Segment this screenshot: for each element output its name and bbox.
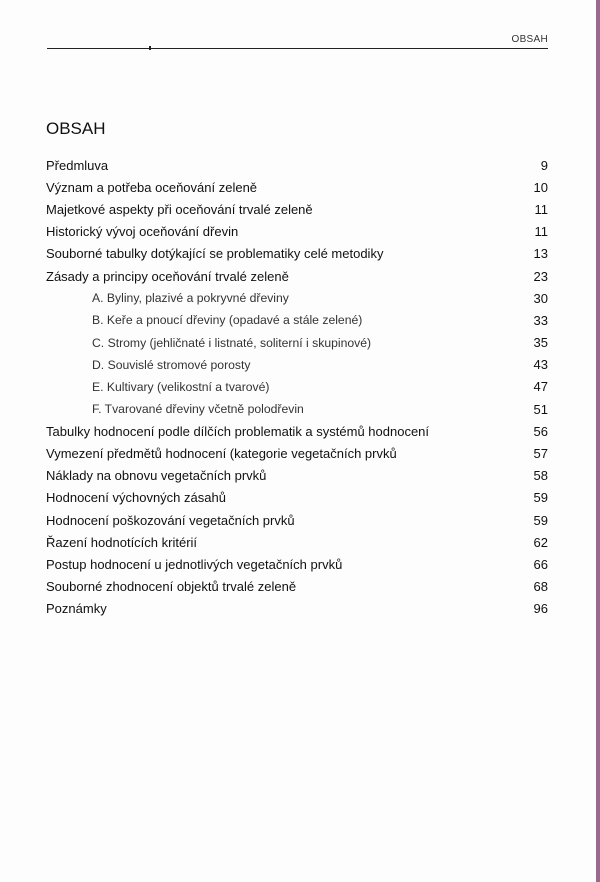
- toc-subentry[interactable]: [46, 287, 548, 309]
- header-rule: [47, 48, 548, 49]
- toc-entry[interactable]: [46, 598, 548, 620]
- toc-subentry-label: D. Souvislé stromové porosty: [92, 357, 251, 372]
- toc-entry[interactable]: [46, 509, 548, 531]
- toc-subentry-label: E. Kultivary (velikostní a tvarové): [92, 379, 270, 394]
- toc-subentry[interactable]: [46, 376, 548, 398]
- toc-entry-page: 96: [533, 601, 548, 617]
- toc-entry-label: Řazení hodnotících kritérií: [46, 534, 198, 550]
- toc-subentry-page: 47: [533, 379, 548, 395]
- toc-entry-page: 9: [540, 157, 548, 173]
- toc-entry[interactable]: [46, 198, 548, 220]
- toc-entry-label: Vymezení předmětů hodnocení (kategorie vegetačních prvků: [46, 446, 397, 462]
- toc-entry-page: 11: [534, 201, 548, 217]
- toc-entry-page: 10: [533, 179, 548, 195]
- toc-subentry-page: 43: [533, 357, 548, 373]
- toc-entry-label: Tabulky hodnocení podle dílčích problematik a systémů hodnocení: [46, 423, 430, 439]
- toc-subentry[interactable]: [46, 398, 548, 420]
- toc-subentry[interactable]: [46, 309, 548, 331]
- toc-entry-page: 56: [533, 423, 548, 439]
- toc-entry[interactable]: [46, 221, 548, 243]
- toc-entry-label: Majetkové aspekty při oceňování trvalé zeleně: [46, 201, 313, 217]
- toc-entry-page: 23: [533, 268, 548, 284]
- toc-entry-page: 57: [533, 446, 548, 462]
- toc-entry[interactable]: [46, 243, 548, 265]
- toc-entry-page: 59: [533, 512, 548, 528]
- toc-entry[interactable]: [46, 553, 548, 575]
- toc-entry[interactable]: [46, 265, 548, 287]
- toc-entry-page: 62: [533, 534, 548, 550]
- page-edge: [596, 0, 600, 882]
- toc-entry[interactable]: [46, 442, 548, 464]
- toc-entry-page: 11: [534, 224, 548, 240]
- toc-entry-page: 13: [533, 246, 548, 262]
- toc-subentry-page: 35: [533, 335, 548, 351]
- toc-entry-label: Postup hodnocení u jednotlivých vegetačních prvků: [46, 556, 343, 572]
- toc-entry-label: Význam a potřeba oceňování zeleně: [46, 179, 258, 195]
- toc-entry-label: Hodnocení výchovných zásahů: [46, 490, 226, 506]
- toc-entry[interactable]: [46, 576, 548, 598]
- toc-subentry-label: A. Byliny, plazivé a pokryvné dřeviny: [92, 291, 289, 306]
- toc-entry[interactable]: [46, 154, 548, 176]
- toc-entry[interactable]: [46, 465, 548, 487]
- toc-subentry-label: F. Tvarované dřeviny včetně polodřevin: [92, 402, 304, 417]
- toc-entry-page: 66: [533, 556, 548, 572]
- toc-subentry-page: 51: [533, 401, 548, 417]
- toc-subentry-label: C. Stromy (jehličnaté i listnaté, soliterní i skupinové): [92, 335, 372, 350]
- toc-entry-label: Souborné tabulky dotýkající se problematiky celé metodiky: [46, 246, 384, 262]
- toc-entry-label: Náklady na obnovu vegetačních prvků: [46, 468, 267, 484]
- toc-subentry-label: B. Keře a pnoucí dřeviny (opadavé a stále zelené): [92, 313, 363, 328]
- toc-entry-label: Hodnocení poškozování vegetačních prvků: [46, 512, 295, 528]
- toc-entry[interactable]: [46, 176, 548, 198]
- toc-entry-label: Historický vývoj oceňování dřevin: [46, 224, 239, 240]
- toc-entry-label: Předmluva: [46, 157, 109, 173]
- toc-subentry[interactable]: [46, 354, 548, 376]
- toc-subentry[interactable]: [46, 332, 548, 354]
- toc-subentry-page: 33: [533, 312, 548, 328]
- toc-entry-page: 58: [533, 468, 548, 484]
- toc-entry[interactable]: [46, 420, 548, 442]
- toc-entry-label: Souborné zhodnocení objektů trvalé zeleně: [46, 579, 297, 595]
- toc-entry[interactable]: [46, 487, 548, 509]
- toc-subentry-page: 30: [533, 290, 548, 306]
- toc-entry-page: 59: [533, 490, 548, 506]
- toc-entry-label: Zásady a principy oceňování trvalé zeleně: [46, 268, 289, 284]
- toc-list: [46, 154, 548, 620]
- toc-entry-page: 68: [533, 579, 548, 595]
- toc-title: OBSAH: [46, 119, 106, 138]
- toc-entry[interactable]: [46, 531, 548, 553]
- header-rule-mark: [149, 46, 151, 50]
- toc-entry-label: Poznámky: [46, 601, 107, 617]
- running-head: OBSAH: [511, 34, 548, 45]
